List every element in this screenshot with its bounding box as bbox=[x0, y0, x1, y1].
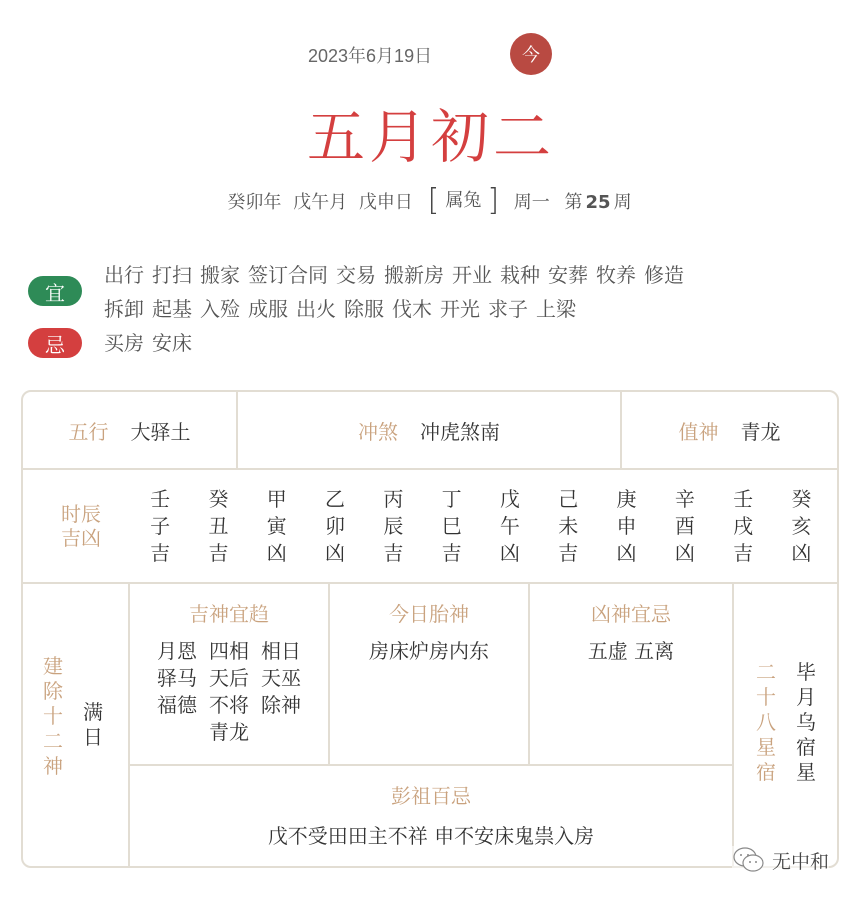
shichen-branch: 酉 bbox=[674, 513, 695, 538]
ji-row bbox=[28, 326, 848, 360]
shichen-stem: 庚 bbox=[616, 486, 637, 511]
yi-item: 签订合同 bbox=[248, 263, 328, 287]
xiu-value-char: 毕 bbox=[796, 660, 816, 684]
info-row bbox=[23, 392, 837, 470]
yi-item: 伐木 bbox=[392, 297, 432, 321]
left-bracket-icon: [ bbox=[427, 183, 440, 218]
shichen-branch: 戌 bbox=[733, 513, 754, 538]
xiongshen-title: 凶神宜忌 bbox=[591, 602, 671, 626]
yi-item: 求子 bbox=[488, 297, 528, 321]
shichen-stem: 丁 bbox=[441, 486, 462, 511]
yi-badge: 宜 bbox=[28, 276, 82, 306]
shichen-luck: 吉 bbox=[558, 540, 579, 565]
jishen-item: 天后 bbox=[209, 666, 249, 690]
month-ganzhi: 戊午月 bbox=[293, 192, 348, 213]
shichen-luck: 吉 bbox=[208, 540, 229, 565]
detail-row bbox=[23, 584, 837, 868]
chongsha-value: 冲虎煞南 bbox=[420, 419, 500, 444]
jishen-item: 四相 bbox=[209, 639, 249, 663]
ji-items bbox=[104, 326, 724, 360]
yi-item: 出行 bbox=[104, 263, 144, 287]
jianchu-label-char: 十 bbox=[43, 704, 63, 728]
shichen-item bbox=[597, 486, 655, 567]
xiu-value bbox=[794, 660, 818, 785]
xiu-label-char: 宿 bbox=[756, 760, 776, 784]
yi-item: 入殓 bbox=[200, 297, 240, 321]
shichen-item bbox=[772, 486, 830, 567]
shichen-branch: 丑 bbox=[208, 513, 229, 538]
jianchu-label-char: 除 bbox=[43, 679, 63, 703]
yi-item: 修造 bbox=[644, 263, 684, 287]
shichen-luck: 吉 bbox=[150, 540, 171, 565]
shichen-stem: 癸 bbox=[208, 486, 229, 511]
zhishen-label: 值神 bbox=[678, 419, 719, 444]
shichen-luck: 凶 bbox=[325, 540, 346, 565]
shichen-branch: 午 bbox=[499, 513, 520, 538]
chongsha-label: 冲煞 bbox=[358, 419, 398, 444]
jishen-cell bbox=[130, 584, 330, 764]
shichen-item bbox=[131, 486, 189, 567]
shen-row bbox=[130, 584, 732, 766]
yi-item: 上梁 bbox=[536, 297, 576, 321]
xiu-value-char: 星 bbox=[796, 760, 816, 784]
shichen-branch: 申 bbox=[616, 513, 637, 538]
xiu-value-char: 乌 bbox=[796, 710, 816, 734]
ji-badge: 忌 bbox=[28, 328, 82, 358]
ganzhi-line bbox=[0, 183, 862, 218]
chongsha-cell bbox=[238, 392, 622, 468]
xiongshen-cell bbox=[530, 584, 732, 764]
jianchu-value-char: 满 bbox=[83, 700, 103, 724]
shichen-item bbox=[248, 486, 306, 567]
jianchu-value bbox=[81, 700, 105, 750]
xiu-value-char: 月 bbox=[796, 685, 816, 709]
xiu-cell bbox=[732, 584, 837, 868]
jishen-item: 除神 bbox=[261, 693, 301, 717]
wuxing-cell bbox=[23, 392, 238, 468]
jianchu-label bbox=[41, 654, 65, 779]
shichen-stem: 癸 bbox=[791, 486, 812, 511]
shichen-stem: 戊 bbox=[499, 486, 520, 511]
week-number: 第 25 周 bbox=[564, 192, 632, 213]
shichen-stem: 甲 bbox=[266, 486, 287, 511]
shichen-branch: 辰 bbox=[383, 513, 404, 538]
shichen-luck: 凶 bbox=[499, 540, 520, 565]
taishen-title: 今日胎神 bbox=[389, 602, 469, 626]
pengzu-value: 戊不受田田主不祥 申不安床鬼祟入房 bbox=[267, 824, 595, 848]
ji-item: 买房 bbox=[104, 331, 144, 355]
pengzu-cell bbox=[130, 766, 732, 868]
shichen-luck: 凶 bbox=[791, 540, 812, 565]
shichen-item bbox=[306, 486, 364, 567]
yi-item: 成服 bbox=[248, 297, 288, 321]
yi-items bbox=[104, 258, 724, 326]
shichen-item bbox=[364, 486, 422, 567]
jianchu-value-char: 日 bbox=[83, 725, 103, 749]
jianchu-cell bbox=[23, 584, 130, 868]
taishen-cell bbox=[330, 584, 530, 764]
yiji-section bbox=[28, 258, 848, 360]
zhishen-cell bbox=[622, 392, 837, 468]
wuxing-value: 大驿土 bbox=[130, 419, 191, 444]
xiu-value-char: 宿 bbox=[796, 735, 816, 759]
shichen-branch: 寅 bbox=[266, 513, 287, 538]
shichen-branch: 子 bbox=[150, 513, 171, 538]
yi-item: 除服 bbox=[344, 297, 384, 321]
weekday: 周一 bbox=[513, 192, 550, 213]
jishen-item: 驿马 bbox=[157, 666, 197, 690]
jianchu-label-char: 建 bbox=[43, 654, 63, 678]
shichen-stem: 壬 bbox=[733, 486, 754, 511]
yi-item: 交易 bbox=[336, 263, 376, 287]
shichen-label: 时辰 吉凶 bbox=[61, 502, 101, 550]
date-header bbox=[0, 0, 862, 230]
xiu-label-char: 八 bbox=[756, 710, 776, 734]
taishen-value: 房床炉房内东 bbox=[369, 639, 489, 663]
jishen-title: 吉神宜趋 bbox=[189, 602, 269, 626]
xiu-label-char: 二 bbox=[756, 660, 776, 684]
yi-item: 起基 bbox=[152, 297, 192, 321]
yi-item: 搬家 bbox=[200, 263, 240, 287]
shichen-stem: 己 bbox=[558, 486, 579, 511]
yi-item: 搬新房 bbox=[384, 263, 444, 287]
shichen-stem: 丙 bbox=[383, 486, 404, 511]
shichen-luck: 凶 bbox=[616, 540, 637, 565]
watermark bbox=[732, 846, 829, 874]
yi-item: 栽种 bbox=[500, 263, 540, 287]
shichen-luck: 吉 bbox=[383, 540, 404, 565]
zhishen-value: 青龙 bbox=[740, 419, 781, 444]
yi-item: 拆卸 bbox=[104, 297, 144, 321]
xiu-label bbox=[754, 660, 778, 785]
yi-item: 开光 bbox=[440, 297, 480, 321]
yi-item: 安葬 bbox=[548, 263, 588, 287]
jianchu-label-char: 二 bbox=[43, 729, 63, 753]
shichen-item bbox=[656, 486, 714, 567]
wechat-icon bbox=[732, 846, 766, 874]
yi-item: 牧养 bbox=[596, 263, 636, 287]
jishen-item: 天巫 bbox=[261, 666, 301, 690]
jishen-item: 相日 bbox=[261, 639, 301, 663]
xiu-label-char: 十 bbox=[756, 685, 776, 709]
ji-item: 安床 bbox=[152, 331, 192, 355]
pengzu-title: 彭祖百忌 bbox=[391, 784, 471, 808]
almanac-table bbox=[21, 390, 839, 868]
today-button[interactable]: 今 bbox=[510, 33, 552, 75]
shichen-branch: 亥 bbox=[791, 513, 812, 538]
shichen-branch: 未 bbox=[558, 513, 579, 538]
shichen-luck: 吉 bbox=[733, 540, 754, 565]
jishen-item: 不将 bbox=[209, 693, 249, 717]
jishen-item: 青龙 bbox=[209, 720, 249, 744]
shichen-item bbox=[422, 486, 480, 567]
jianchu-label-char: 神 bbox=[43, 754, 63, 778]
shichen-stem: 壬 bbox=[150, 486, 171, 511]
shichen-stem: 辛 bbox=[674, 486, 695, 511]
jishen-item: 月恩 bbox=[157, 639, 197, 663]
watermark-text: 无中和 bbox=[772, 850, 830, 873]
year-ganzhi: 癸卯年 bbox=[227, 192, 282, 213]
shichen-stem: 乙 bbox=[325, 486, 346, 511]
yi-item: 出火 bbox=[296, 297, 336, 321]
xiu-label-char: 星 bbox=[756, 735, 776, 759]
shichen-branch: 卯 bbox=[325, 513, 346, 538]
right-bracket-icon: ] bbox=[487, 183, 500, 218]
shichen-luck: 凶 bbox=[266, 540, 287, 565]
shichen-item bbox=[481, 486, 539, 567]
shichen-luck: 吉 bbox=[441, 540, 462, 565]
shichen-luck: 凶 bbox=[674, 540, 695, 565]
jishen-item: 福德 bbox=[157, 693, 197, 717]
day-ganzhi: 戊申日 bbox=[358, 192, 413, 213]
shichen-row bbox=[23, 470, 837, 584]
shichen-list bbox=[131, 486, 837, 567]
shichen-item bbox=[189, 486, 247, 567]
xiongshen-value: 五虚 五离 bbox=[587, 639, 675, 663]
zodiac bbox=[425, 183, 502, 218]
yi-item: 开业 bbox=[452, 263, 492, 287]
zodiac-label: 属兔 bbox=[445, 190, 482, 211]
wuxing-label: 五行 bbox=[68, 419, 109, 444]
jishen-list bbox=[149, 638, 309, 746]
yi-row bbox=[28, 258, 848, 326]
lunar-date: 五月初二 bbox=[306, 103, 555, 171]
yi-item: 打扫 bbox=[152, 263, 192, 287]
shichen-item bbox=[714, 486, 772, 567]
shichen-branch: 巳 bbox=[441, 513, 462, 538]
shichen-item bbox=[539, 486, 597, 567]
solar-date: 2023年6月19日 bbox=[308, 46, 433, 66]
